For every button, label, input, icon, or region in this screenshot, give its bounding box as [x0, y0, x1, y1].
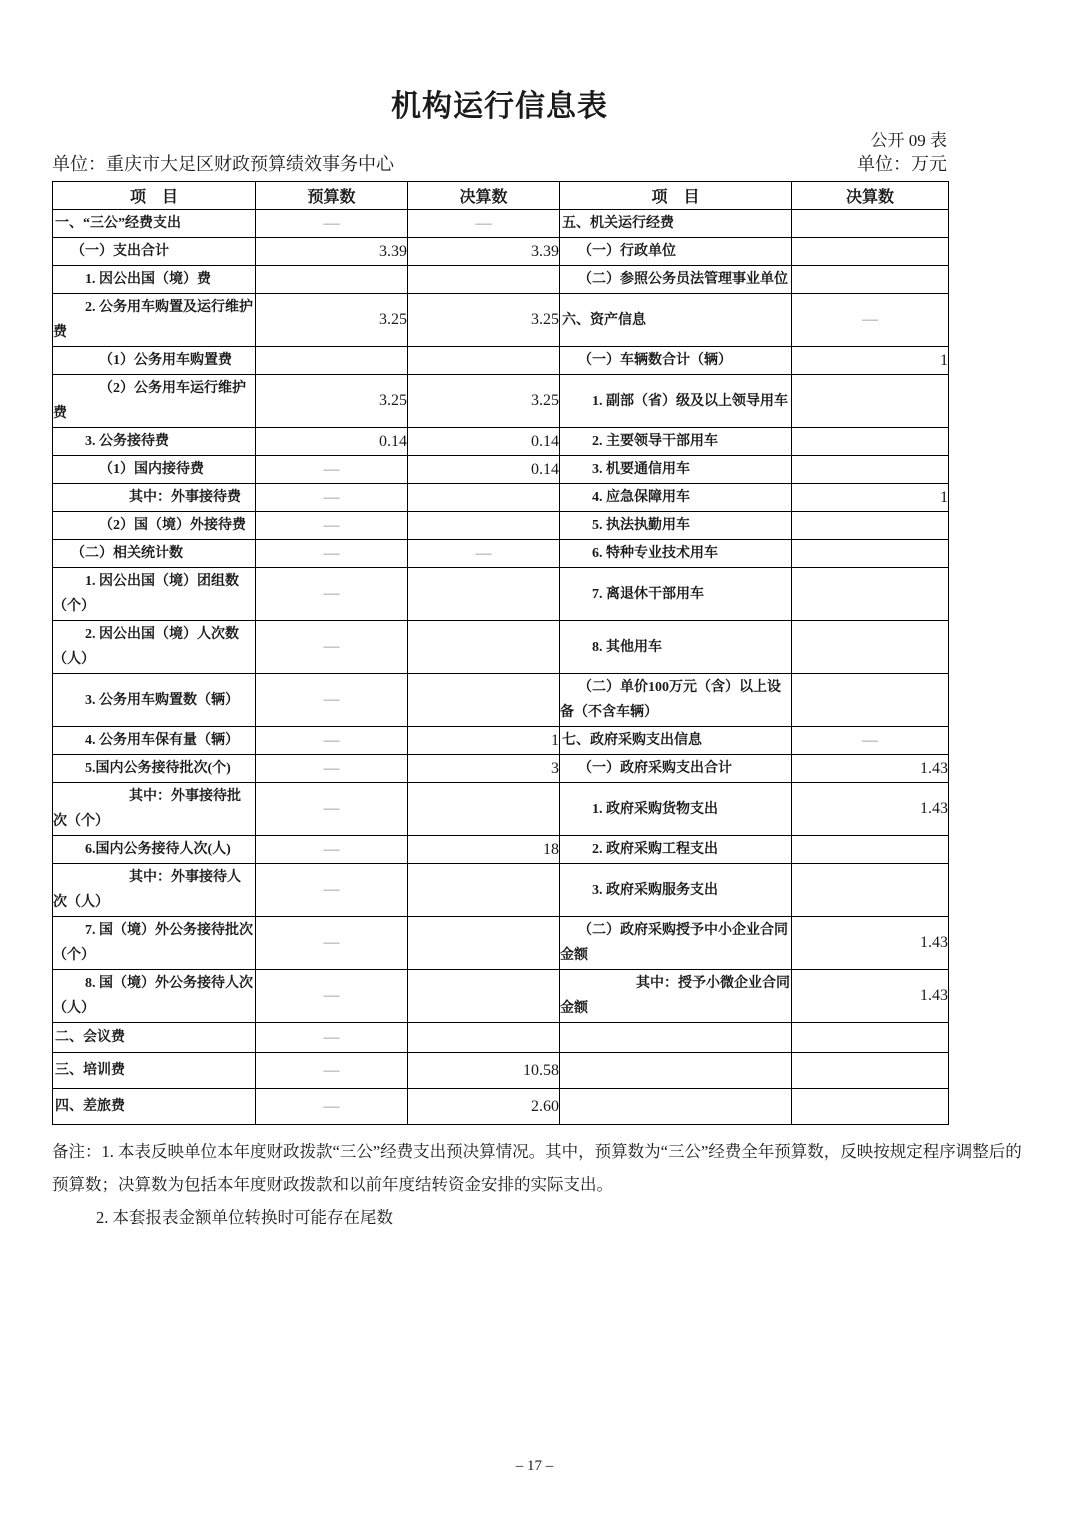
- item-cell-left: [53, 727, 256, 755]
- final-value-cell-left: [408, 783, 560, 836]
- item-label-right: 1. 政府采购货物支出: [592, 801, 718, 817]
- budget-value-cell: —: [256, 568, 408, 621]
- item-label-left: 1. 因公出国（境）团组数（个）: [53, 574, 239, 614]
- item-cell-left: [53, 783, 256, 836]
- final-value-cell-right: —: [792, 294, 949, 347]
- item-label-right: （一）政府采购支出合计: [578, 761, 732, 776]
- item-cell-left: [53, 428, 256, 456]
- table-row: [53, 621, 949, 674]
- item-label-left: 4. 公务用车保有量（辆）: [85, 733, 239, 748]
- final-value-cell-right: 1.43: [792, 970, 949, 1023]
- item-cell-right: [560, 970, 792, 1023]
- budget-value-cell: —: [256, 864, 408, 917]
- table-row: [53, 674, 949, 727]
- item-label-left: 1. 因公出国（境）费: [85, 272, 211, 287]
- table-row: [53, 210, 949, 238]
- item-cell-right: [560, 266, 792, 294]
- item-label-left: 5.国内公务接待批次(个): [85, 761, 231, 776]
- header-final-left: 决算数: [408, 182, 560, 210]
- table-row: [53, 917, 949, 970]
- unit-row: [52, 152, 947, 176]
- unit-name: 单位：重庆市大足区财政预算绩效事务中心: [52, 154, 394, 174]
- budget-value-cell: —: [256, 456, 408, 484]
- table-row: [53, 294, 949, 347]
- item-label-left: （二）相关统计数: [71, 546, 183, 561]
- final-value-cell-left: [408, 266, 560, 294]
- item-cell-left: [53, 294, 256, 347]
- item-label-left: 四、差旅费: [55, 1099, 125, 1114]
- item-label-left: 一、“三公”经费支出: [55, 216, 181, 231]
- item-cell-right: [560, 540, 792, 568]
- final-value-cell-left: —: [408, 540, 560, 568]
- table-row: [53, 266, 949, 294]
- item-cell-left: [53, 917, 256, 970]
- institution-operation-table: [52, 181, 949, 1125]
- item-label-right: 4. 应急保障用车: [592, 490, 690, 505]
- final-value-cell-right: 1.43: [792, 755, 949, 783]
- final-value-cell-left: 0.14: [408, 428, 560, 456]
- item-cell-left: [53, 266, 256, 294]
- final-value-cell-right: [792, 1089, 949, 1125]
- final-value-cell-left: 10.58: [408, 1053, 560, 1089]
- table-row: [53, 864, 949, 917]
- final-value-cell-left: 0.14: [408, 456, 560, 484]
- budget-value-cell: [256, 347, 408, 375]
- item-cell-right: [560, 1053, 792, 1089]
- final-value-cell-right: [792, 621, 949, 674]
- table-row: [53, 484, 949, 512]
- item-label-right: 7. 离退休干部用车: [592, 586, 704, 602]
- footnote-1: 备注：1. 本表反映单位本年度财政拨款“三公”经费支出预决算情况。其中，预算数为“三公”经费全年预算数，反映按规定程序调整后的预算数；决算数为包括本年度财政拨款和以前年度结转资金安排的实际支出。: [52, 1142, 1022, 1194]
- item-label-left: 7. 国（境）外公务接待批次（个）: [53, 923, 253, 963]
- budget-value-cell: —: [256, 836, 408, 864]
- final-value-cell-right: [792, 1023, 949, 1053]
- table-row: [53, 727, 949, 755]
- item-cell-left: [53, 210, 256, 238]
- item-label-right: 3. 政府采购服务支出: [592, 882, 718, 898]
- final-value-cell-right: [792, 238, 949, 266]
- item-cell-right: [560, 755, 792, 783]
- item-label-left: 其中：外事接待批次（个）: [53, 789, 241, 829]
- item-label-left: 其中：外事接待费: [129, 490, 241, 505]
- final-value-cell-right: 1.43: [792, 917, 949, 970]
- item-cell-right: [560, 294, 792, 347]
- item-cell-left: [53, 1053, 256, 1089]
- item-label-right: （一）行政单位: [578, 244, 676, 259]
- budget-value-cell: 3.25: [256, 294, 408, 347]
- item-label-right: （一）车辆数合计（辆）: [578, 353, 732, 368]
- item-cell-left: [53, 836, 256, 864]
- item-cell-left: [53, 568, 256, 621]
- item-label-left: 二、会议费: [55, 1030, 125, 1045]
- final-value-cell-left: [408, 568, 560, 621]
- final-value-cell-left: 3.25: [408, 294, 560, 347]
- item-label-right: （二）政府采购授予中小企业合同金额: [560, 923, 788, 963]
- final-value-cell-right: [792, 1053, 949, 1089]
- item-cell-right: [560, 568, 792, 621]
- final-value-cell-left: [408, 864, 560, 917]
- item-cell-left: [53, 375, 256, 428]
- final-value-cell-right: [792, 375, 949, 428]
- item-cell-right: [560, 836, 792, 864]
- item-label-right: [560, 1037, 791, 1039]
- item-cell-left: [53, 512, 256, 540]
- table-row: [53, 970, 949, 1023]
- table-row: [53, 755, 949, 783]
- final-value-cell-left: 18: [408, 836, 560, 864]
- final-value-cell-right: —: [792, 727, 949, 755]
- item-label-left: 8. 国（境）外公务接待人次（人）: [53, 976, 253, 1016]
- final-value-cell-left: [408, 512, 560, 540]
- item-cell-left: [53, 864, 256, 917]
- final-value-cell-right: [792, 512, 949, 540]
- item-cell-left: [53, 1023, 256, 1053]
- item-label-right: 2. 主要领导干部用车: [592, 434, 718, 449]
- final-value-cell-right: [792, 210, 949, 238]
- table-row: [53, 238, 949, 266]
- item-cell-right: [560, 238, 792, 266]
- item-cell-left: [53, 1089, 256, 1125]
- item-label-right: （二）单价100万元（含）以上设备（不含车辆）: [560, 680, 781, 720]
- final-value-cell-left: —: [408, 210, 560, 238]
- item-cell-right: [560, 621, 792, 674]
- budget-value-cell: [256, 266, 408, 294]
- table-row: [53, 568, 949, 621]
- final-value-cell-left: [408, 674, 560, 727]
- final-value-cell-right: [792, 540, 949, 568]
- item-label-right: 6. 特种专业技术用车: [592, 546, 718, 561]
- item-label-left: 3. 公务用车购置数（辆）: [85, 692, 239, 708]
- item-label-left: 三、培训费: [55, 1063, 125, 1078]
- item-cell-right: [560, 864, 792, 917]
- item-label-right: 2. 政府采购工程支出: [592, 842, 718, 857]
- item-label-right: 六、资产信息: [562, 312, 646, 328]
- header-budget: 预算数: [256, 182, 408, 210]
- item-cell-right: [560, 210, 792, 238]
- final-value-cell-left: 3.39: [408, 238, 560, 266]
- table-row: [53, 512, 949, 540]
- item-label-right: （二）参照公务员法管理事业单位: [578, 272, 788, 287]
- item-cell-left: [53, 674, 256, 727]
- table-row: [53, 456, 949, 484]
- table-row: [53, 347, 949, 375]
- item-label-right: [560, 1106, 791, 1108]
- item-cell-left: [53, 540, 256, 568]
- item-label-left: 3. 公务接待费: [85, 434, 169, 449]
- final-value-cell-right: [792, 568, 949, 621]
- item-cell-right: [560, 347, 792, 375]
- item-cell-right: [560, 917, 792, 970]
- budget-value-cell: —: [256, 512, 408, 540]
- budget-value-cell: —: [256, 210, 408, 238]
- budget-value-cell: 0.14: [256, 428, 408, 456]
- page-number: – 17 –: [515, 1458, 554, 1474]
- page-title: 机构运行信息表: [391, 90, 608, 123]
- budget-value-cell: —: [256, 1023, 408, 1053]
- item-label-right: 3. 机要通信用车: [592, 462, 690, 477]
- header-item-right: 项 目: [560, 182, 792, 210]
- item-cell-left: [53, 755, 256, 783]
- item-cell-left: [53, 970, 256, 1023]
- item-label-left: 6.国内公务接待人次(人): [85, 842, 231, 857]
- budget-value-cell: —: [256, 783, 408, 836]
- item-cell-right: [560, 512, 792, 540]
- table-row: [53, 428, 949, 456]
- final-value-cell-right: [792, 266, 949, 294]
- table-row: [53, 540, 949, 568]
- item-cell-right: [560, 428, 792, 456]
- final-value-cell-left: [408, 621, 560, 674]
- final-value-cell-left: [408, 484, 560, 512]
- unit-currency: 单位：万元: [857, 154, 947, 174]
- item-label-left: 其中：外事接待人次（人）: [53, 870, 241, 910]
- final-value-cell-left: 3.25: [408, 375, 560, 428]
- final-value-cell-right: [792, 674, 949, 727]
- table-row: [53, 1053, 949, 1089]
- final-value-cell-right: [792, 456, 949, 484]
- footnotes: [52, 1135, 1034, 1234]
- item-label-right: 5. 执法执勤用车: [592, 518, 690, 533]
- item-label-left: 2. 因公出国（境）人次数（人）: [53, 627, 239, 667]
- final-value-cell-right: [792, 864, 949, 917]
- item-cell-left: [53, 456, 256, 484]
- final-value-cell-right: 1: [792, 347, 949, 375]
- final-value-cell-right: 1.43: [792, 783, 949, 836]
- item-cell-right: [560, 783, 792, 836]
- final-value-cell-left: 1: [408, 727, 560, 755]
- final-value-cell-right: [792, 428, 949, 456]
- item-cell-left: [53, 484, 256, 512]
- final-value-cell-left: [408, 1023, 560, 1053]
- item-cell-right: [560, 484, 792, 512]
- budget-value-cell: —: [256, 755, 408, 783]
- item-cell-left: [53, 621, 256, 674]
- budget-value-cell: —: [256, 1089, 408, 1125]
- table-row: [53, 783, 949, 836]
- budget-value-cell: 3.39: [256, 238, 408, 266]
- item-cell-right: [560, 1023, 792, 1053]
- final-value-cell-right: [792, 836, 949, 864]
- item-cell-left: [53, 347, 256, 375]
- final-value-cell-left: [408, 917, 560, 970]
- item-label-right: 五、机关运行经费: [562, 216, 674, 231]
- footnote-2: 2. 本套报表金额单位转换时可能存在尾数: [96, 1208, 393, 1227]
- final-value-cell-left: 2.60: [408, 1089, 560, 1125]
- item-cell-right: [560, 456, 792, 484]
- budget-value-cell: —: [256, 727, 408, 755]
- header-final-right: 决算数: [792, 182, 949, 210]
- item-cell-left: [53, 238, 256, 266]
- final-value-cell-left: [408, 347, 560, 375]
- final-value-cell-left: [408, 970, 560, 1023]
- budget-value-cell: —: [256, 674, 408, 727]
- item-label-left: （一）支出合计: [71, 244, 169, 259]
- budget-value-cell: —: [256, 970, 408, 1023]
- item-label-left: 2. 公务用车购置及运行维护费: [53, 300, 253, 340]
- item-label-right: 七、政府采购支出信息: [562, 733, 702, 748]
- final-value-cell-right: 1: [792, 484, 949, 512]
- budget-value-cell: —: [256, 540, 408, 568]
- budget-value-cell: —: [256, 1053, 408, 1089]
- item-cell-right: [560, 375, 792, 428]
- item-label-left: （2）国（境）外接待费: [99, 518, 246, 533]
- header-item-left: 项 目: [53, 182, 256, 210]
- item-label-right: 8. 其他用车: [592, 639, 662, 655]
- budget-value-cell: —: [256, 917, 408, 970]
- item-label-left: （1）公务用车购置费: [99, 353, 232, 368]
- item-label-left: （2）公务用车运行维护费: [53, 381, 246, 421]
- item-label-right: [560, 1070, 791, 1072]
- table-row: [53, 836, 949, 864]
- item-cell-right: [560, 727, 792, 755]
- header-row: [53, 182, 949, 210]
- table-row: [53, 375, 949, 428]
- table-row: [53, 1089, 949, 1125]
- final-value-cell-left: 3: [408, 755, 560, 783]
- item-label-left: （1）国内接待费: [99, 462, 204, 477]
- item-cell-right: [560, 674, 792, 727]
- item-label-right: 其中：授予小微企业合同金额: [560, 976, 790, 1016]
- budget-value-cell: —: [256, 484, 408, 512]
- budget-value-cell: —: [256, 621, 408, 674]
- item-label-right: 1. 副部（省）级及以上领导用车: [592, 393, 788, 409]
- table-code: 公开 09 表: [870, 131, 947, 150]
- budget-value-cell: 3.25: [256, 375, 408, 428]
- table-row: [53, 1023, 949, 1053]
- item-cell-right: [560, 1089, 792, 1125]
